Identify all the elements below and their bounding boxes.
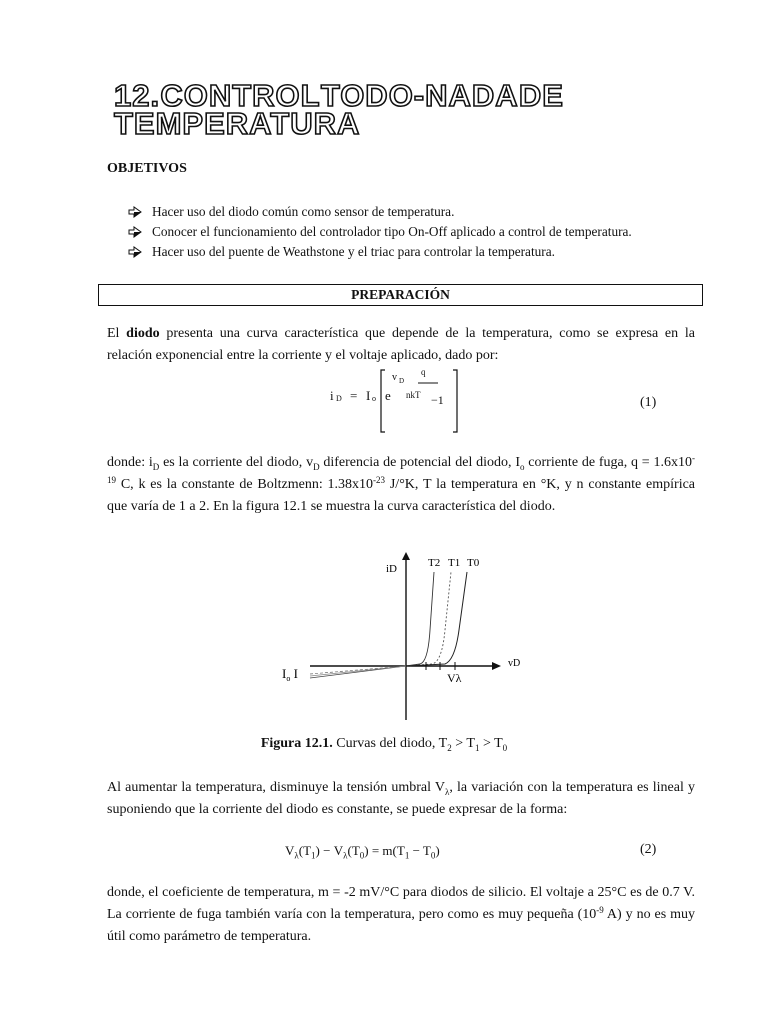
coefficient-paragraph: donde, el coeficiente de temperatura, m = -2 mV/°C para diodos de silicio. El voltaje a 25°C es de 0.7 V. La corriente de fuga también varía con la temperatura, pero como es muy pequeña ($10^{-9}$ A) y no es muy útil como parámetro de temperatura. (107, 885, 695, 944)
diode-curves-figure (270, 550, 540, 722)
definitions-paragraph: donde: $i_D$ es la corriente del diodo, $v_D$ diferencia de potencial del diodo, $I_o$ corriente de fuga, $q = 1.6x10^{-19}$ C, k es la constante de Boltzmenn: $1.38x10^{-23}$ J/°K, T la temperatura en °K, y n constante empírica que varía de 1 a 2. En la figura 12.1 se muestra la curva característica del diodo. (107, 453, 696, 514)
curve-label-t0: T0 (467, 557, 480, 569)
title-word: TODO-NADA (320, 78, 519, 113)
bold-term: diodo (126, 326, 160, 341)
threshold-label: Vλ (447, 671, 462, 685)
objective-text: Conocer el funcionamiento del controlador tipo On-Off aplicado a control de temperatura. (152, 224, 632, 239)
y-axis-label: iD (386, 563, 397, 575)
equation-1-number: (1) (640, 395, 657, 410)
y-axis-arrow-icon (402, 552, 410, 560)
arrow-bullet-icon (128, 246, 152, 258)
objetivos-heading: OBJETIVOS (107, 161, 187, 176)
preparacion-section-header: PREPARACIÓN (98, 284, 703, 306)
curve-t2 (406, 572, 434, 666)
list-item (128, 222, 632, 242)
threshold-paragraph: Al aumentar la temperatura, disminuye la tensión umbral $V_\lambda$, la variación con la temperatura es lineal y suponiendo que la corriente del diodo es constante, se puede expresar de la forma: (107, 780, 695, 817)
equation-1: i D = I o e v D q nkT −1 (330, 366, 470, 438)
list-item (128, 202, 632, 222)
arrow-bullet-icon (128, 206, 152, 218)
title-word: DE (518, 78, 564, 113)
objectives-list (128, 202, 632, 262)
leakage-curve (310, 666, 406, 676)
curve-label-t1: T1 (448, 557, 461, 569)
equation-2-number: (2) (640, 842, 657, 857)
objective-text: Hacer uso del puente de Weathstone y el triac para controlar la temperatura. (152, 244, 555, 259)
objective-text: Hacer uso del diodo común como sensor de temperatura. (152, 204, 455, 219)
chapter-title-line-2: TEMPERATURA (114, 106, 361, 141)
equation-2: $V_\lambda(T_1) - V_\lambda(T_0) = m(T_1 - T_0)$ (285, 843, 440, 861)
x-axis-arrow-icon (492, 662, 501, 670)
x-axis-label: vD (508, 658, 521, 669)
curve-label-t2: T2 (428, 557, 441, 569)
curve-t0 (406, 572, 467, 666)
title-word: 12. (114, 78, 161, 113)
curve-t1 (406, 572, 451, 666)
list-item (128, 242, 632, 262)
intro-paragraph: El diodo presenta una curva característica que depende de la temperatura, como se expresa en la relación exponencial entre la corriente y el voltaje aplicado, dado por: (107, 326, 695, 363)
figure-caption: Figura 12.1. Curvas del diodo, $T_2 > T_1 > T_0$ (260, 736, 508, 753)
arrow-bullet-icon (128, 226, 152, 238)
title-word: CONTROL (160, 78, 321, 113)
leakage-label: $I_o$ I (282, 666, 298, 683)
